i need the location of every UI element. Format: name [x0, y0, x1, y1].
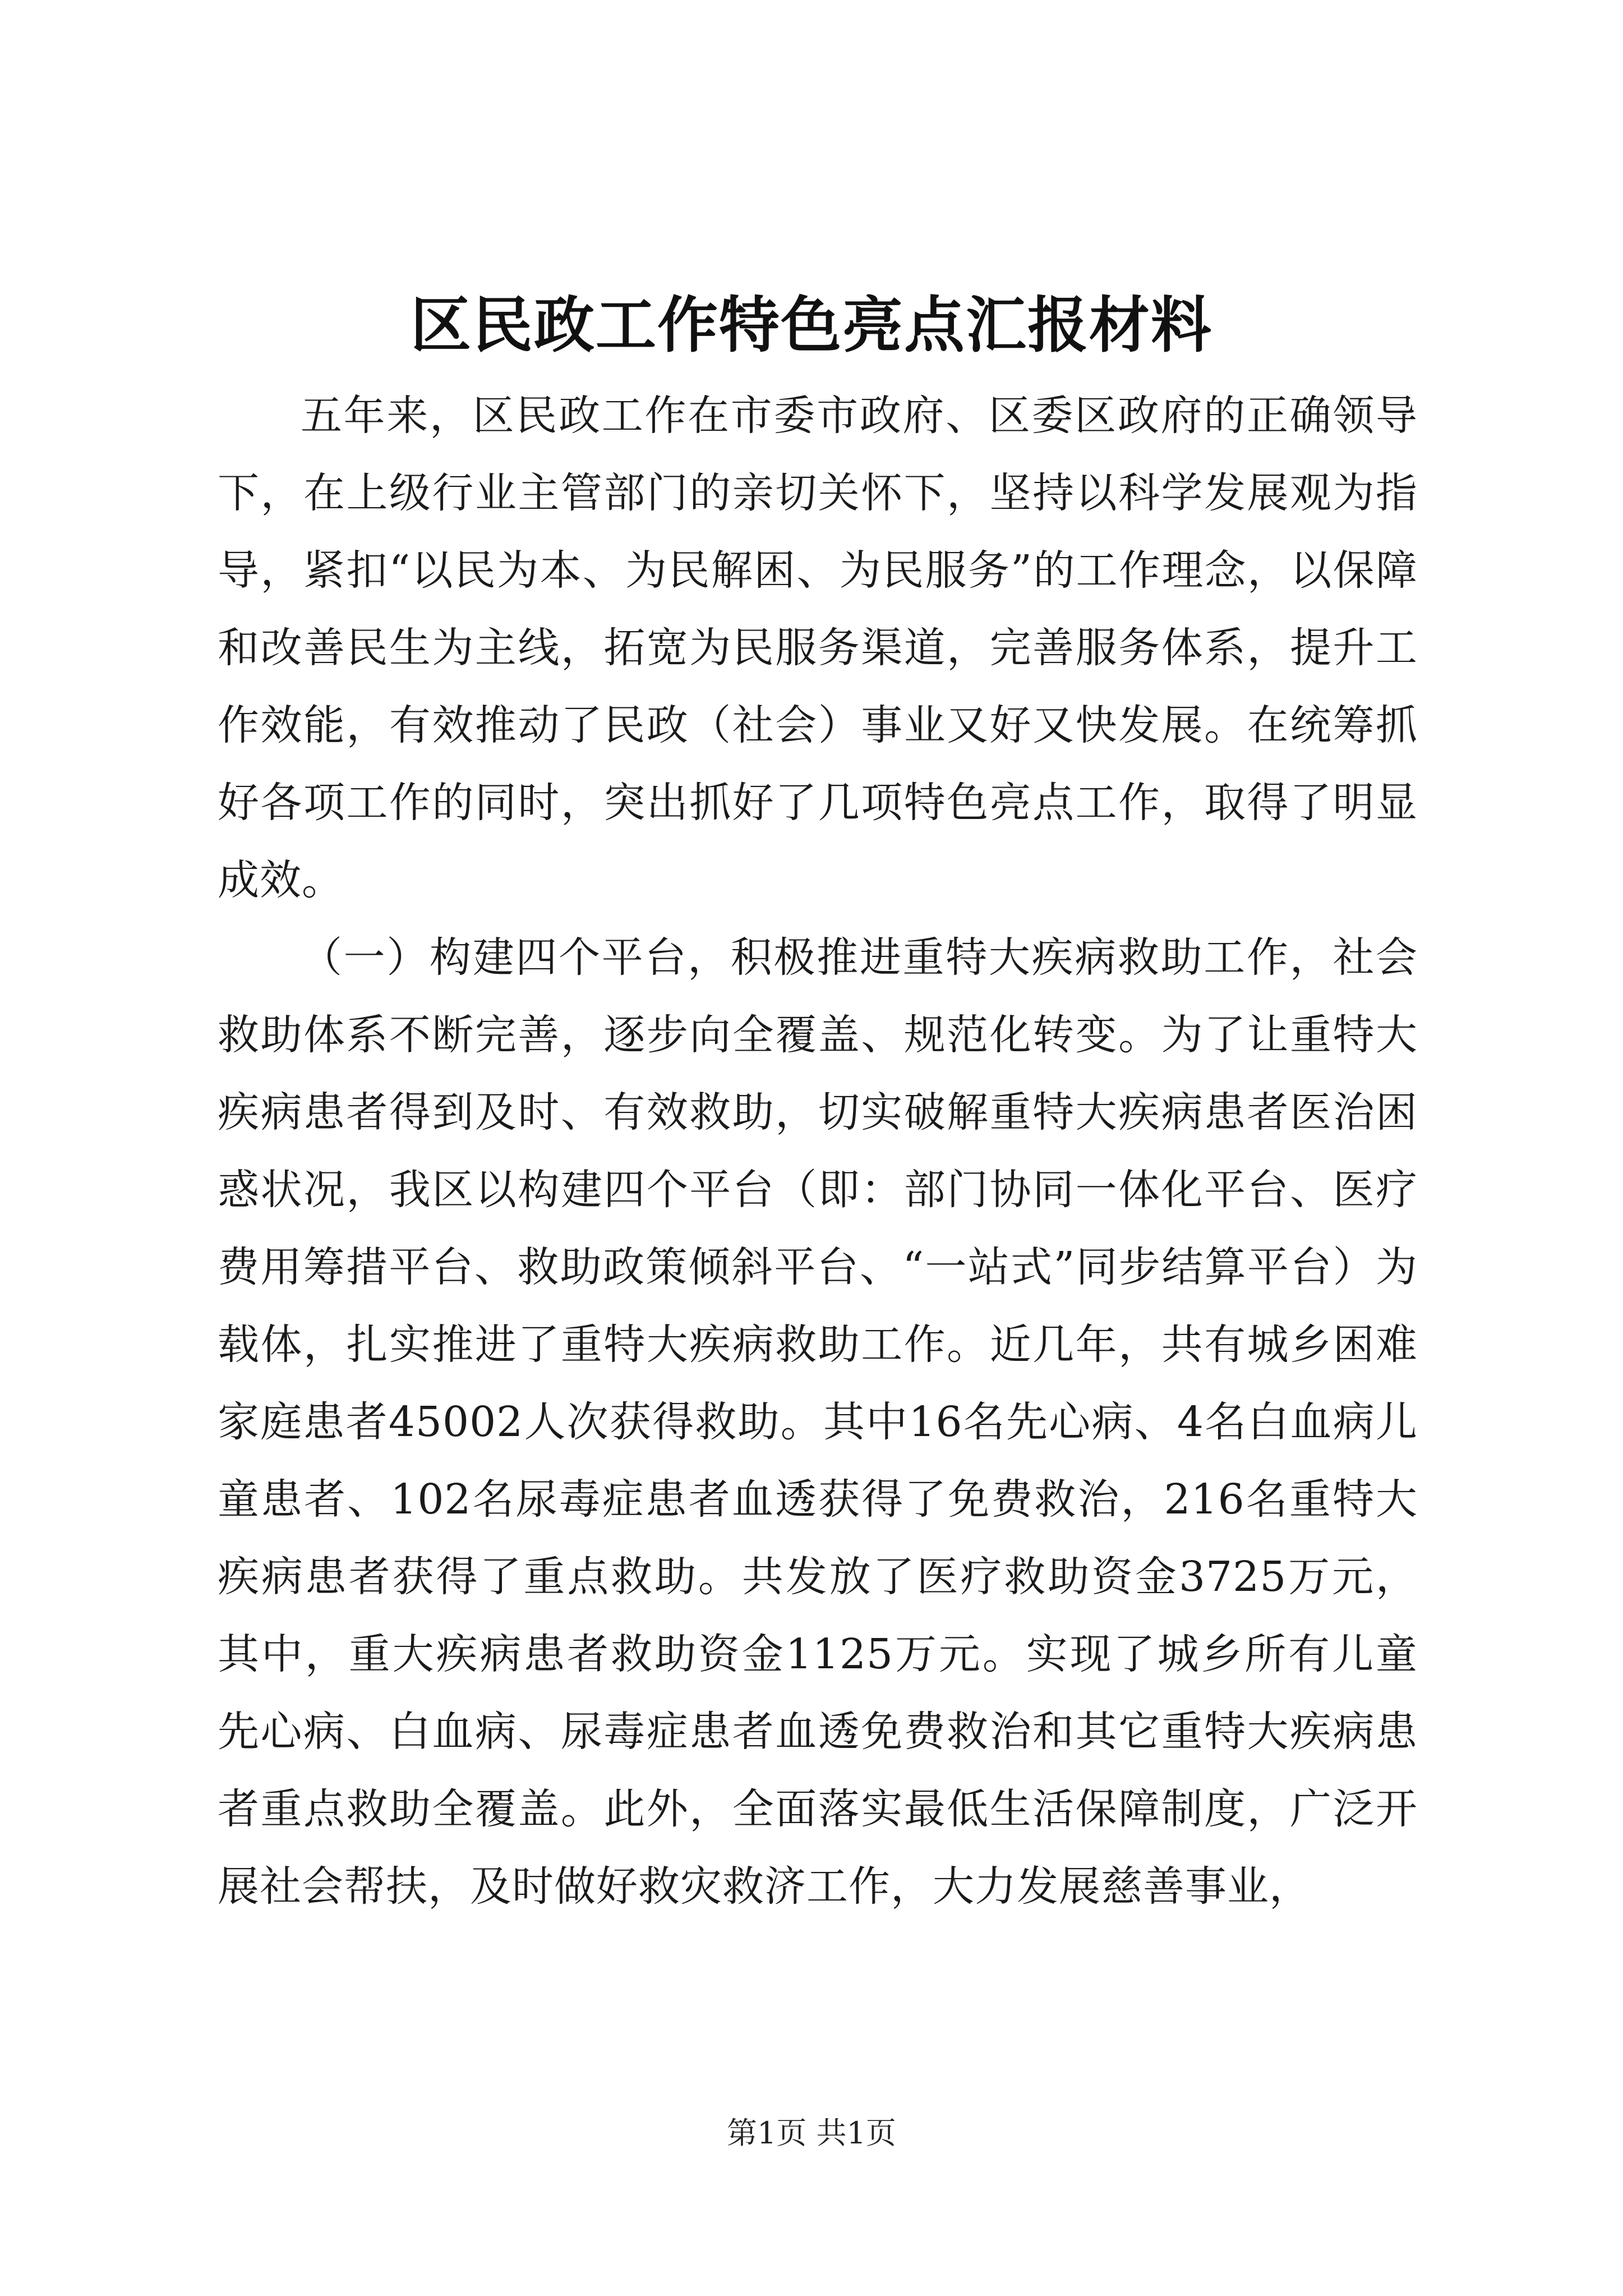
paragraph-intro: 五年来，区民政工作在市委市政府、区委区政府的正确领导下，在上级行业主管部门的亲切关怀下，坚持以科学发展观为指导，紧扣“以民为本、为民解困、为民服务”的工作理念，以保障和改善民生为主线，拓宽为民服务渠道，完善服务体系，提升工作效能，有效推动了民政（社会）事业又好又快发展。在统筹抓好各项工作的同时，突出抓好了几项特色亮点工作，取得了明显成效。 — [218, 392, 1418, 904]
paragraph-section-1: （一）构建四个平台，积极推进重特大疾病救助工作，社会救助体系不断完善，逐步向全覆盖、规范化转变。为了让重特大疾病患者得到及时、有效救助，切实破解重特大疾病患者医治困惑状况，我区以构建四个平台（即：部门协同一体化平台、医疗费用筹措平台、救助政策倾斜平台、“一站式”同步结算平台）为载体，扎实推进了重特大疾病救助工作。近几年，共有城乡困难家庭患者45002人次获得救助。其中16名先心病、4名白血病儿童患者、102名尿毒症患者血透获得了免费救治，216名重特大疾病患者获得了重点救助。共发放了医疗救助资金3725万元，其中，重大疾病患者救助资金1125万元。实现了城乡所有儿童先心病、白血病、尿毒症患者血透免费救治和其它重特大疾病患者重点救助全覆盖。此外，全面落实最低生活保障制度，广泛开展社会帮扶，及时做好救灾救济工作，大力发展慈善事业， — [218, 933, 1418, 1911]
document-body — [218, 377, 1418, 1925]
page-number-label: 第1页 共1页 — [727, 2115, 896, 2151]
page-footer — [0, 2114, 1623, 2153]
document-title: 区民政工作特色亮点汇报材料 — [410, 290, 1212, 361]
